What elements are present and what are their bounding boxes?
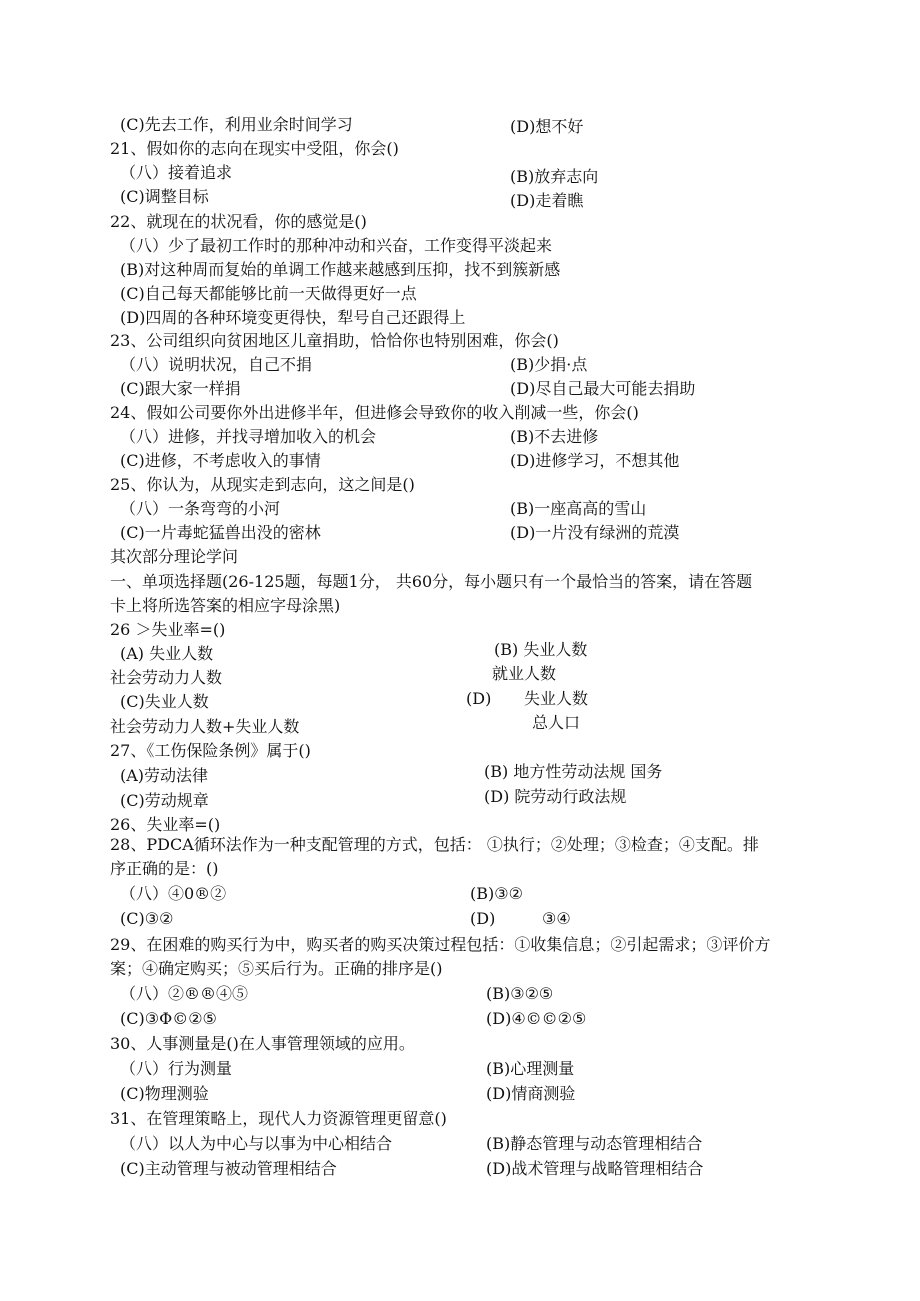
text-line: (C)一片毒蛇猛兽出没的密林 xyxy=(120,523,321,542)
text-line: (C)主动管理与被动管理相结合 xyxy=(120,1159,337,1178)
text-line: 案；④确定购买；⑤买后行为。正确的排序是() xyxy=(110,959,443,978)
text-line: (C)③Φ©②⑤ xyxy=(120,1009,217,1028)
text-line: (B)对这种周而复始的单调工作越来越感到压抑，找不到簇新感 xyxy=(120,260,561,279)
text-line: (B)一座高高的雪山 xyxy=(510,499,647,518)
text-line: 序正确的是：() xyxy=(110,859,219,878)
text-line: (D) xyxy=(470,909,496,928)
text-line: （八）一条弯弯的小河 xyxy=(120,499,281,518)
text-line: 21、假如你的志向在现实中受阻，你会() xyxy=(110,139,399,158)
text-line: (D)进修学习，不想其他 xyxy=(510,451,680,470)
text-line: (D) 院劳动行政法规 xyxy=(484,787,627,806)
text-line: (D)战术管理与战略管理相结合 xyxy=(486,1159,704,1178)
text-line: (D)情商测验 xyxy=(486,1084,576,1103)
text-line: （八）接着追求 xyxy=(120,163,233,182)
text-line: （八）说明状况，自己不捐 xyxy=(120,355,313,374)
text-line: 24、假如公司要你外出进修半年，但进修会导致你的收入削减一些，你会() xyxy=(110,403,639,422)
text-line: (B)③②⑤ xyxy=(486,984,554,1003)
text-line: (B)静态管理与动态管理相结合 xyxy=(486,1134,703,1153)
text-line: (D)走着瞧 xyxy=(510,191,584,210)
text-line: (C)调整目标 xyxy=(120,187,209,206)
text-line: (D) xyxy=(466,689,492,708)
text-line: (D)④©©②⑤ xyxy=(486,1009,587,1028)
text-line: （八）少了最初工作时的那种冲动和兴奋，工作变得平淡起来 xyxy=(120,236,553,255)
text-line: (B)心理测量 xyxy=(486,1059,575,1078)
text-line: 26、失业率=() xyxy=(110,815,221,834)
text-line: (C)失业人数 xyxy=(120,692,209,711)
text-line: 社会劳动力人数 xyxy=(110,668,223,687)
text-line: 一、单项选择题(26-125题，每题1分， 共60分，每小题只有一个最恰当的答案，请在答题 xyxy=(110,572,753,591)
text-line: (B)不去进修 xyxy=(510,427,599,446)
text-line: 25、你认为，从现实走到志向，这之间是() xyxy=(110,475,415,494)
text-line: 总人口 xyxy=(532,713,581,732)
text-line: （八）以人为中心与以事为中心相结合 xyxy=(120,1134,393,1153)
text-line: 30、人事测量是()在人事管理领域的应用。 xyxy=(110,1034,415,1053)
text-line: (D)想不好 xyxy=(510,117,584,136)
text-line: （八）行为测量 xyxy=(120,1059,233,1078)
text-line: (B)③② xyxy=(470,884,523,903)
text-line: 23、公司组织向贫困地区儿童捐助，恰恰你也特别困难，你会() xyxy=(110,331,559,350)
text-line: 社会劳动力人数+失业人数 xyxy=(110,717,300,736)
text-line: (C)物理测验 xyxy=(120,1084,209,1103)
text-line: (B)少捐·点 xyxy=(510,355,588,374)
section-heading: 其次部分理论学问 xyxy=(110,547,239,566)
text-line: 27、《工伤保险条例》属于() xyxy=(110,741,311,760)
text-line: (B)放弃志向 xyxy=(510,167,599,186)
text-line: 31、在管理策略上，现代人力资源管理更留意() xyxy=(110,1109,447,1128)
text-line: 22、就现在的状况看，你的感觉是() xyxy=(110,212,367,231)
text-line: 29、在困难的购买行为中，购买者的购买决策过程包括：①收集信息；②引起需求；③评价方 xyxy=(110,935,771,954)
text-line: （八）④0®② xyxy=(120,884,227,903)
text-line: ③④ xyxy=(542,909,571,928)
text-line: 28、PDCA循环法作为一种支配管理的方式，包括： ①执行；②处理；③检查；④支配。排 xyxy=(110,835,759,854)
text-line: (C)③② xyxy=(120,909,174,928)
text-line: (A) 失业人数 xyxy=(120,644,214,663)
text-line: (D)一片没有绿洲的荒漠 xyxy=(510,523,680,542)
text-line: (C)先去工作，利用业余时间学习 xyxy=(120,115,353,134)
text-line: （八）②®®④⑤ xyxy=(120,984,249,1003)
text-line: 失业人数 xyxy=(524,689,589,708)
text-line: (C)进修，不考虑收入的事情 xyxy=(120,451,321,470)
text-line: （八）进修，并找寻增加收入的机会 xyxy=(120,427,377,446)
text-line: (D)四周的各种环境变更得快，犁号自己还跟得上 xyxy=(120,308,466,327)
text-line: (C)自己每天都能够比前一天做得更好一点 xyxy=(120,284,417,303)
text-line: (D)尽自己最大可能去捐助 xyxy=(510,379,696,398)
text-line: (C)劳动规章 xyxy=(120,791,209,810)
text-line: (B) 地方性劳动法规 国务 xyxy=(484,762,663,781)
text-line: (A)劳动法律 xyxy=(120,766,209,785)
text-line: (B) 失业人数 xyxy=(494,640,588,659)
text-line: 26 ＞失业率=() xyxy=(110,620,226,639)
text-line: (C)跟大家一样捐 xyxy=(120,379,241,398)
text-line: 就业人数 xyxy=(492,664,557,683)
text-line: 卡上将所选答案的相应字母涂黑) xyxy=(110,596,341,615)
